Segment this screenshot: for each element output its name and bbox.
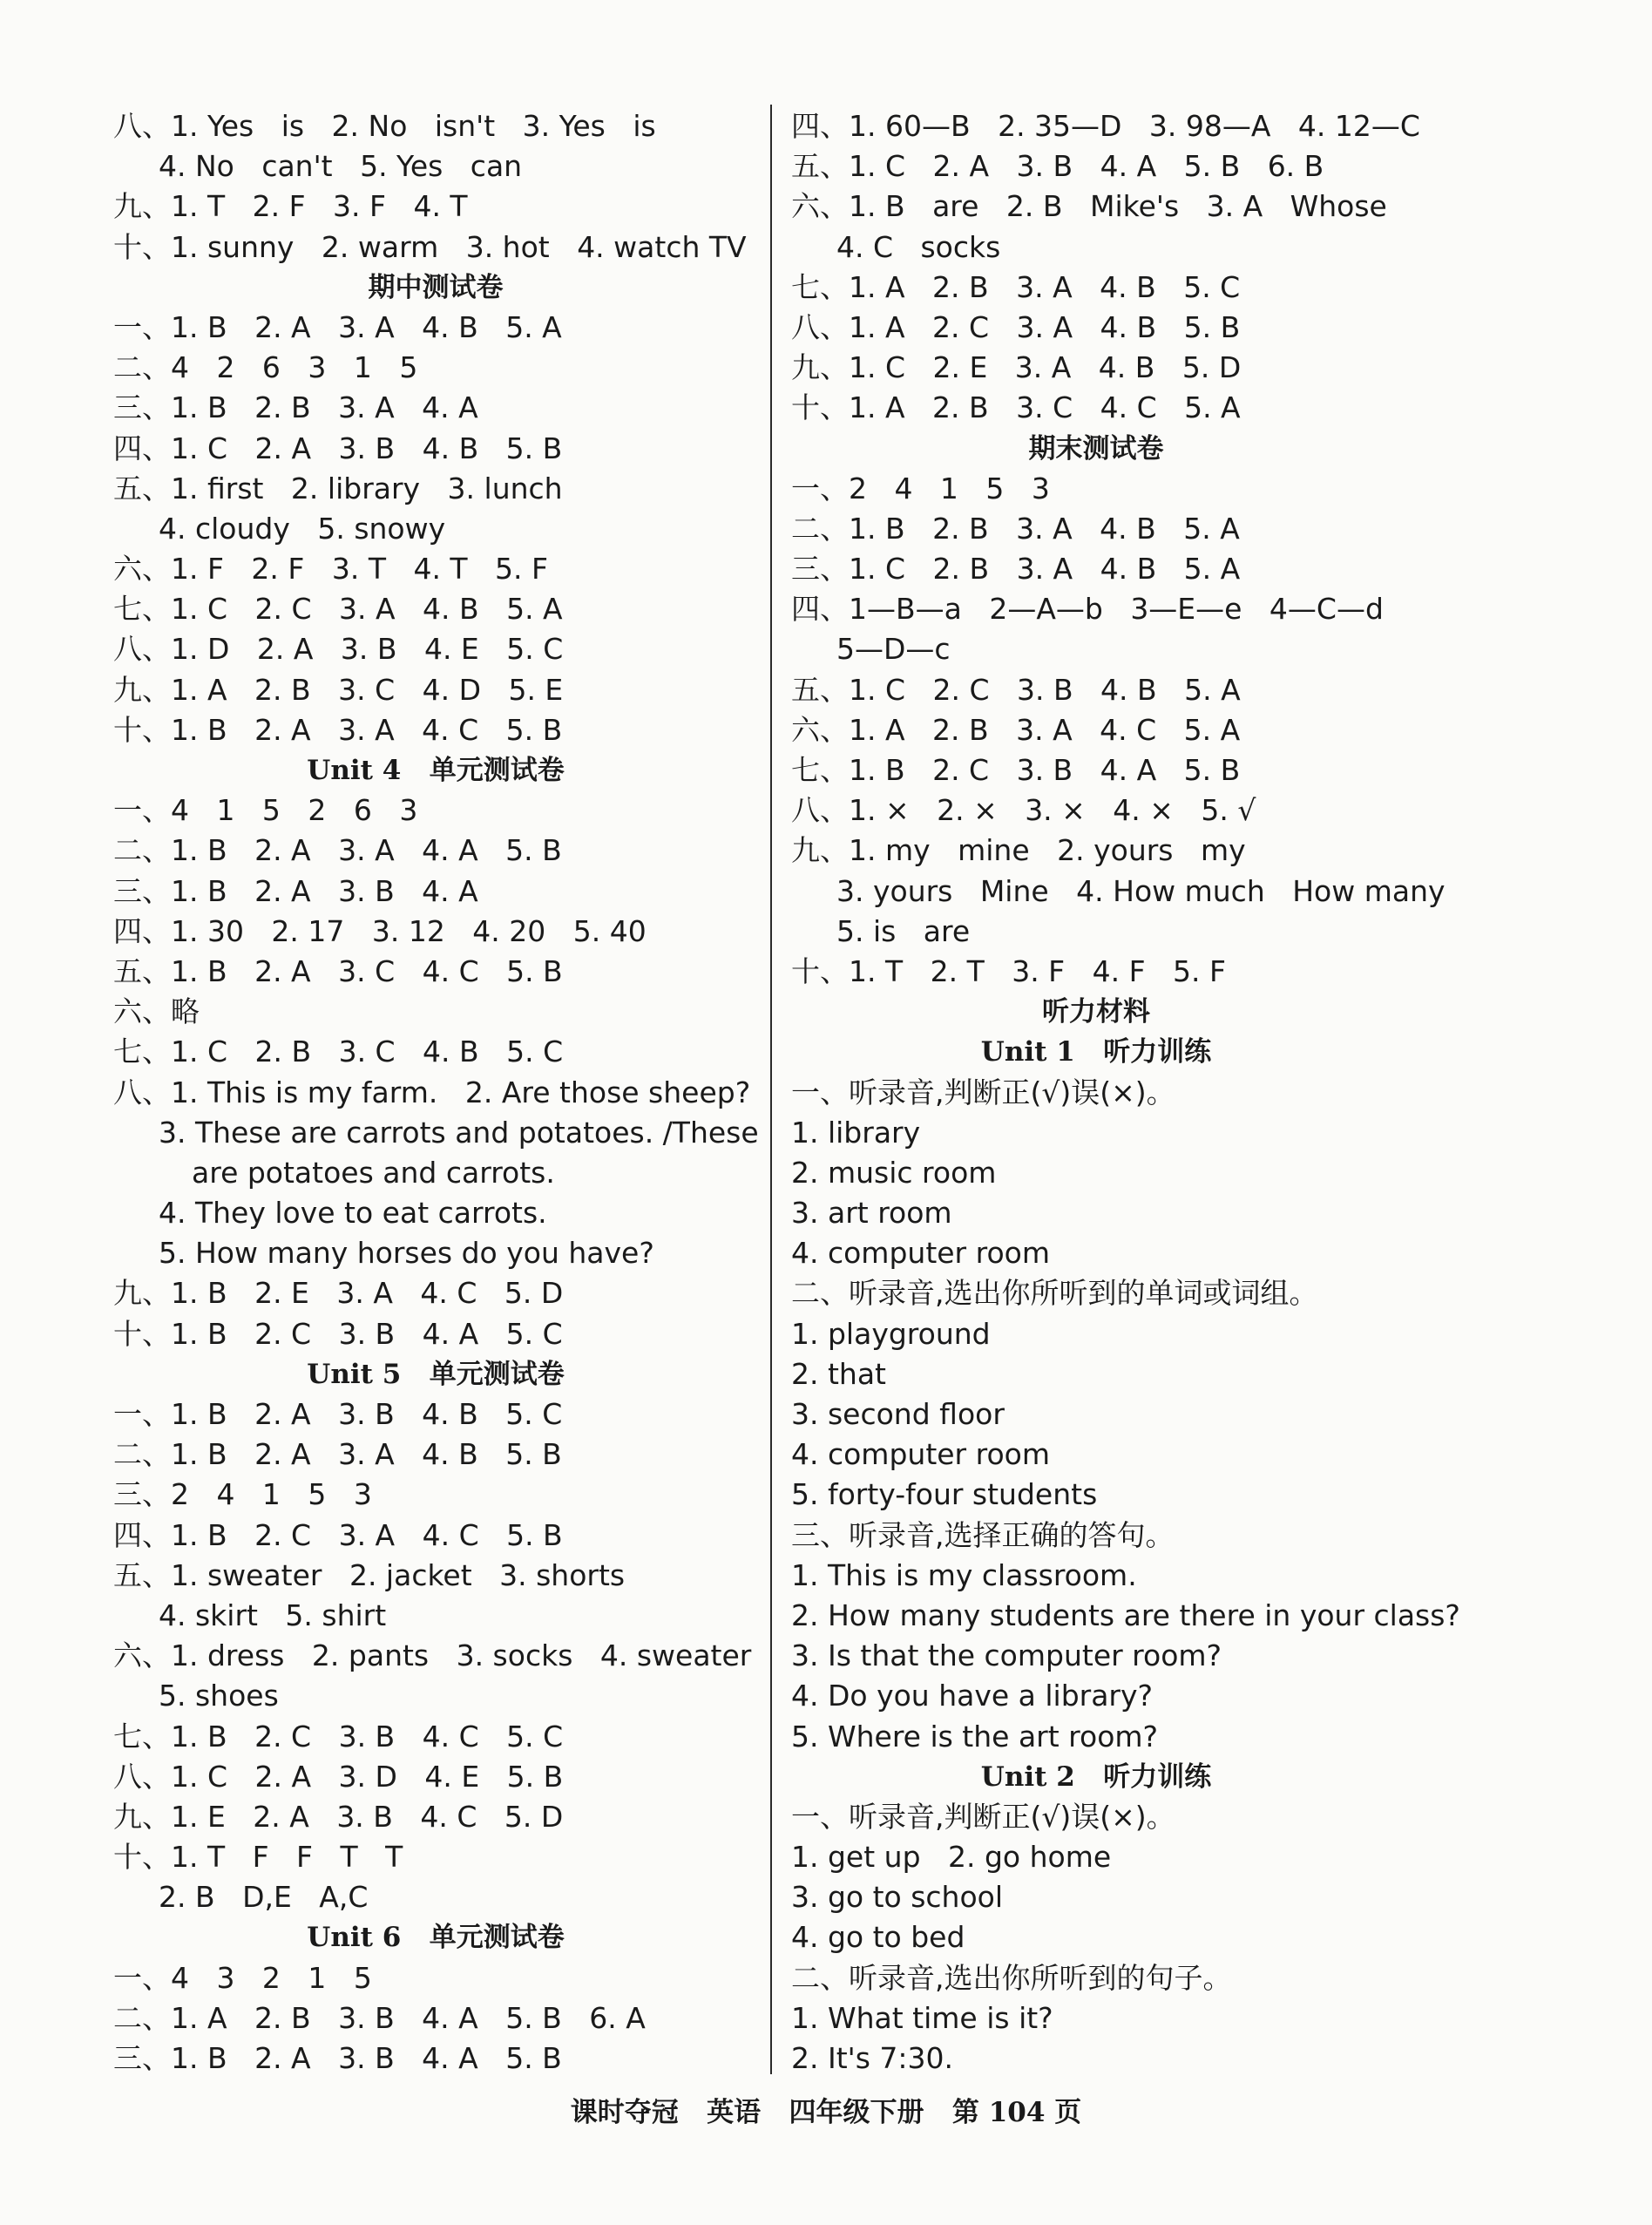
answer-line: 2. How many students are there in your class? — [791, 1598, 1460, 1632]
answer-line: 八、1. A 2. C 3. A 4. B 5. B — [791, 309, 1241, 344]
answer-line: 五、1. B 2. A 3. C 4. C 5. B — [113, 953, 563, 988]
answer-line: 九、1. E 2. A 3. B 4. C 5. D — [113, 1799, 564, 1834]
answer-line: 4. They love to eat carrots. — [159, 1196, 547, 1231]
answer-line: 八、1. This is my farm. 2. Are those sheep? — [113, 1075, 751, 1109]
section-heading: 期末测试卷 — [1028, 432, 1164, 465]
answer-line: are potatoes and carrots. — [192, 1155, 555, 1190]
answer-line: 二、听录音,选出你所听到的句子。 — [791, 1960, 1232, 1995]
answer-line: 五、1. C 2. C 3. B 4. B 5. A — [791, 672, 1241, 707]
answer-line: 七、1. B 2. C 3. B 4. A 5. B — [791, 753, 1241, 787]
answer-line: 三、听录音,选择正确的答句。 — [791, 1517, 1175, 1552]
answer-line: 十、1. B 2. A 3. A 4. C 5. B — [113, 712, 563, 747]
answer-line: 二、1. B 2. A 3. A 4. B 5. B — [113, 1437, 562, 1472]
answer-line: 十、1. T 2. T 3. F 4. F 5. F — [791, 953, 1227, 988]
column-divider — [770, 105, 772, 2074]
answer-line: 4. computer room — [791, 1236, 1050, 1271]
answer-line: 1. library — [791, 1115, 921, 1150]
section-heading: 听力材料 — [1042, 996, 1150, 1028]
page-footer: 课时夺冠 英语 四年级下册 第 104 页 — [570, 2097, 1082, 2128]
answer-line: 九、1. my mine 2. yours my — [791, 833, 1246, 868]
answer-line: 3. go to school — [791, 1880, 1004, 1915]
answer-line: 5. forty-four students — [791, 1477, 1098, 1512]
section-heading: Unit 6 单元测试卷 — [307, 1922, 565, 1954]
answer-line: 三、1. B 2. A 3. B 4. A 5. B — [113, 2041, 562, 2075]
answer-line: 一、4 1 5 2 6 3 — [113, 793, 418, 828]
answer-line: 4. cloudy 5. snowy — [159, 511, 446, 546]
answer-line: 3. second floor — [791, 1397, 1005, 1431]
answer-line: 1. What time is it? — [791, 2000, 1053, 2035]
answer-line: 十、1. B 2. C 3. B 4. A 5. C — [113, 1316, 563, 1351]
answer-line: 5. How many horses do you have? — [159, 1236, 654, 1271]
answer-line: 七、1. C 2. B 3. C 4. B 5. C — [113, 1034, 564, 1069]
answer-line: 4. skirt 5. shirt — [159, 1598, 387, 1632]
answer-line: 2. music room — [791, 1155, 997, 1190]
answer-line: 4. C socks — [836, 229, 1001, 264]
answer-line: 四、1. 60—B 2. 35—D 3. 98—A 4. 12—C — [791, 109, 1420, 143]
answer-line: 4. Do you have a library? — [791, 1679, 1154, 1713]
section-heading: 期中测试卷 — [368, 271, 504, 303]
answer-line: 六、1. B are 2. B Mike's 3. A Whose — [791, 189, 1387, 224]
answer-line: 三、1. C 2. B 3. A 4. B 5. A — [791, 552, 1241, 587]
answer-line: 二、1. B 2. A 3. A 4. A 5. B — [113, 833, 562, 868]
right-column — [791, 106, 1460, 2079]
answer-line: 十、1. A 2. B 3. C 4. C 5. A — [791, 390, 1241, 425]
section-heading: Unit 2 听力训练 — [980, 1760, 1212, 1793]
answer-line: 1. playground — [791, 1316, 991, 1351]
answer-line: 二、听录音,选出你所听到的单词或词组。 — [791, 1276, 1318, 1311]
answer-line: 五、1. C 2. A 3. B 4. A 5. B 6. B — [791, 149, 1324, 184]
answer-line: 五、1. sweater 2. jacket 3. shorts — [113, 1557, 626, 1592]
answer-line: 3. Is that the computer room? — [791, 1638, 1222, 1673]
answer-line: 四、1—B—a 2—A—b 3—E—e 4—C—d — [791, 592, 1384, 627]
answer-line: 六、1. A 2. B 3. A 4. C 5. A — [791, 712, 1241, 747]
answer-line: 四、1. B 2. C 3. A 4. C 5. B — [113, 1517, 563, 1552]
answer-line: 一、听录音,判断正(√)误(×)。 — [791, 1799, 1175, 1834]
answer-line: 2. B D,E A,C — [159, 1880, 369, 1915]
answer-line: 5. shoes — [159, 1679, 279, 1713]
answer-line: 八、1. C 2. A 3. D 4. E 5. B — [113, 1759, 564, 1794]
answer-line: 4. computer room — [791, 1437, 1050, 1472]
answer-line: 三、1. B 2. A 3. B 4. A — [113, 873, 478, 908]
section-heading: Unit 5 单元测试卷 — [307, 1358, 565, 1390]
answer-line: 七、1. B 2. C 3. B 4. C 5. C — [113, 1719, 564, 1754]
answer-line: 1. This is my classroom. — [791, 1557, 1137, 1592]
left-column — [113, 106, 758, 2079]
answer-line: 八、1. D 2. A 3. B 4. E 5. C — [113, 632, 564, 667]
answer-line: 5. Where is the art room? — [791, 1719, 1159, 1754]
answer-line: 二、4 2 6 3 1 5 — [113, 350, 418, 385]
answer-line: 一、1. B 2. A 3. B 4. B 5. C — [113, 1397, 563, 1431]
answer-line: 六、1. dress 2. pants 3. socks 4. sweater — [113, 1638, 752, 1673]
answer-line: 5. is are — [836, 913, 971, 948]
answer-line: 二、1. B 2. B 3. A 4. B 5. A — [791, 511, 1240, 546]
answer-line: 一、听录音,判断正(√)误(×)。 — [791, 1075, 1175, 1109]
answer-line: 八、1. Yes is 2. No isn't 3. Yes is — [113, 109, 656, 143]
answer-line: 九、1. C 2. E 3. A 4. B 5. D — [791, 350, 1242, 385]
answer-line: 六、略 — [113, 994, 200, 1029]
answer-line: 七、1. A 2. B 3. A 4. B 5. C — [791, 269, 1241, 304]
answer-line: 六、1. F 2. F 3. T 4. T 5. F — [113, 552, 549, 587]
answer-line: 5—D—c — [836, 632, 951, 667]
answer-line: 3. These are carrots and potatoes. /These — [159, 1115, 759, 1150]
answer-line: 九、1. T 2. F 3. F 4. T — [113, 189, 468, 224]
answer-line: 九、1. B 2. E 3. A 4. C 5. D — [113, 1276, 564, 1311]
answer-line: 4. No can't 5. Yes can — [159, 149, 523, 184]
answer-line: 十、1. sunny 2. warm 3. hot 4. watch TV — [113, 229, 747, 264]
answer-line: 2. It's 7:30. — [791, 2041, 953, 2075]
answer-line: 一、4 3 2 1 5 — [113, 1960, 372, 1995]
answer-line: 七、1. C 2. C 3. A 4. B 5. A — [113, 592, 563, 627]
section-heading: Unit 1 听力训练 — [980, 1036, 1212, 1068]
answer-line: 九、1. A 2. B 3. C 4. D 5. E — [113, 672, 564, 707]
answer-line: 五、1. first 2. library 3. lunch — [113, 471, 563, 505]
answer-line: 三、1. B 2. B 3. A 4. A — [113, 390, 478, 425]
answer-line: 一、1. B 2. A 3. A 4. B 5. A — [113, 309, 562, 344]
answer-line: 四、1. C 2. A 3. B 4. B 5. B — [113, 431, 563, 465]
answer-line: 八、1. × 2. × 3. × 4. × 5. √ — [791, 793, 1256, 828]
answer-line: 3. yours Mine 4. How much How many — [836, 873, 1446, 908]
section-heading: Unit 4 单元测试卷 — [307, 755, 565, 786]
answer-line: 1. get up 2. go home — [791, 1840, 1112, 1875]
answer-line: 二、1. A 2. B 3. B 4. A 5. B 6. A — [113, 2000, 646, 2035]
answer-line: 四、1. 30 2. 17 3. 12 4. 20 5. 40 — [113, 913, 647, 948]
answer-line: 2. that — [791, 1356, 886, 1391]
answer-line: 三、2 4 1 5 3 — [113, 1477, 372, 1512]
answer-line: 4. go to bed — [791, 1920, 965, 1955]
answer-line: 3. art room — [791, 1196, 952, 1231]
answer-line: 一、2 4 1 5 3 — [791, 471, 1050, 505]
answer-line: 十、1. T F F T T — [113, 1840, 403, 1875]
